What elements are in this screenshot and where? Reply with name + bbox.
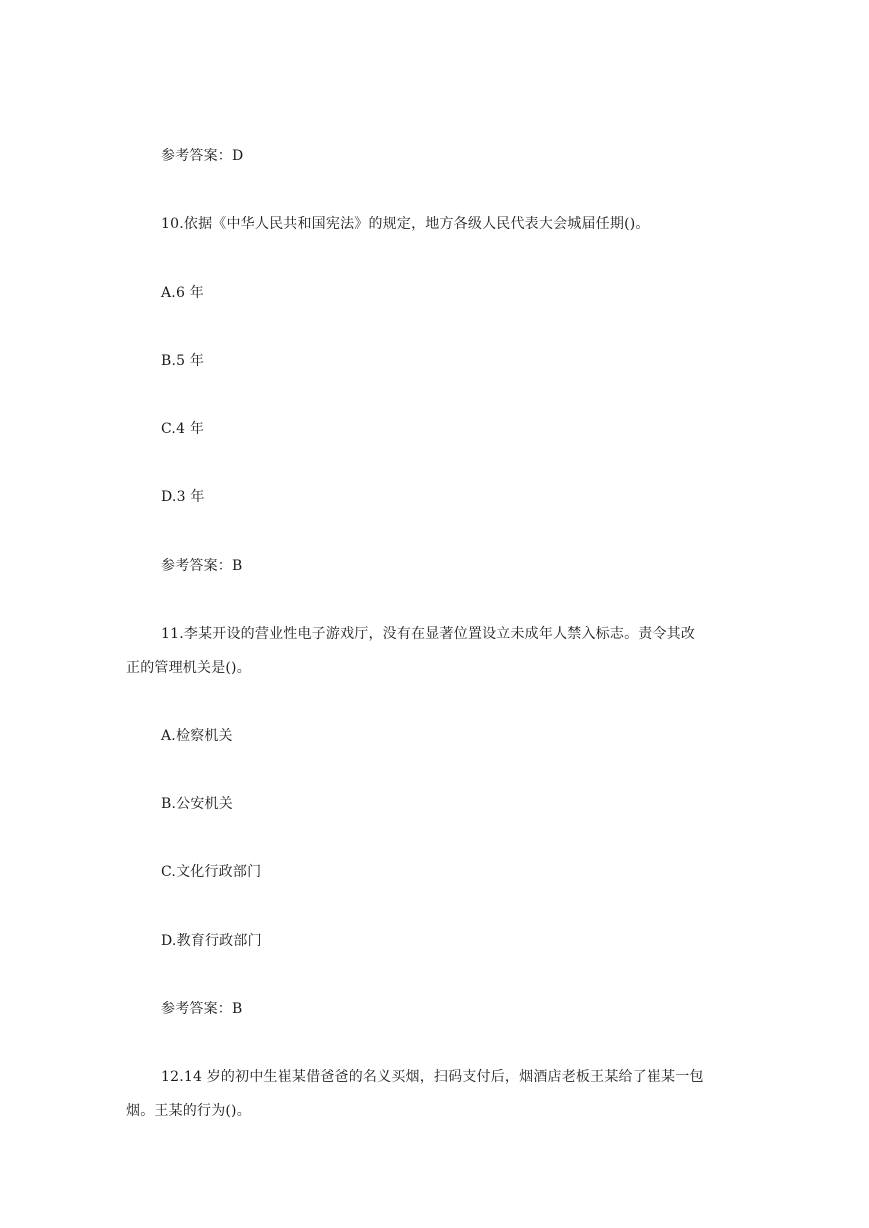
q10-question: 10.依据《中华人民共和国宪法》的规定，地方各级人民代表大会城届任期()。 [161,216,650,232]
q11-question-line1: 11.李某开设的营业性电子游戏厅，没有在显著位置设立未成年人禁入标志。责令其改 [161,626,696,642]
q10-option-b: B.5 年 [161,353,205,369]
q11-option-b: B.公安机关 [161,796,233,812]
q11-option-c: C.文化行政部门 [161,864,262,880]
q11-question-line2: 正的管理机关是()。 [126,660,251,676]
q12-question-line1: 12.14 岁的初中生崔某借爸爸的名义买烟，扫码支付后，烟酒店老板王某给了崔某一包 [161,1069,704,1085]
q10-option-a: A.6 年 [161,285,204,301]
q10-option-d: D.3 年 [161,489,205,505]
q11-option-a: A.检察机关 [161,728,233,744]
q12-question-line2: 烟。王某的行为()。 [126,1103,251,1119]
q10-answer: 参考答案：B [161,558,243,574]
q9-answer: 参考答案：D [161,148,244,164]
q10-option-c: C.4 年 [161,421,205,437]
q11-option-d: D.教育行政部门 [161,933,262,949]
q11-answer: 参考答案：B [161,1001,243,1017]
